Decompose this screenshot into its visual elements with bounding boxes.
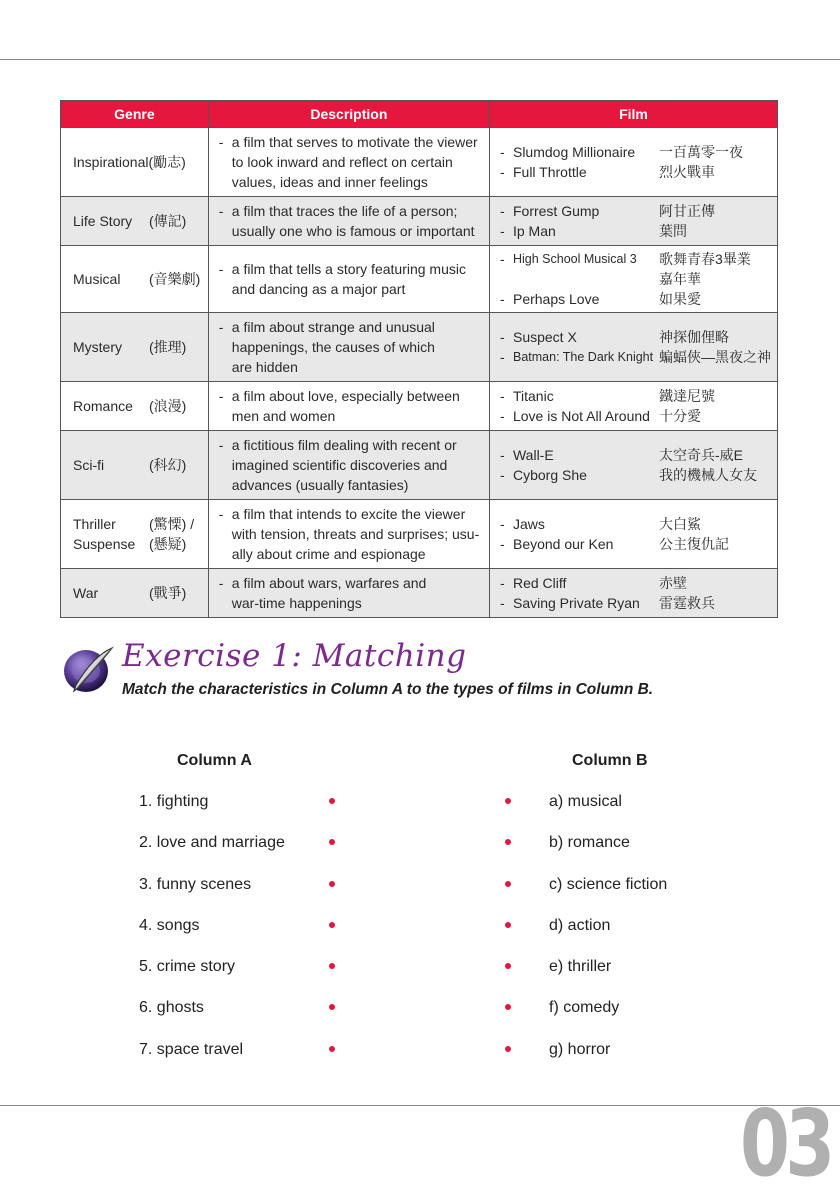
film-chinese-title: 一百萬零一夜 xyxy=(658,144,743,160)
film-cell: - Wall-E 太空奇兵-威E - Cyborg She 我的機械人女友 xyxy=(489,431,777,500)
film-cell: - Titanic 鐵達尼號 - Love is Not All Around 十分愛 xyxy=(489,382,777,431)
genre-name: Inspirational xyxy=(73,154,149,170)
genre-cell xyxy=(61,382,209,431)
film-title: Slumdog Millionaire xyxy=(512,144,636,160)
film-chinese-title: 蝙蝠俠—黑夜之神 xyxy=(658,349,771,365)
film-title: Love is Not All Around xyxy=(512,408,650,424)
column-b-match-dot[interactable] xyxy=(505,839,511,845)
film-chinese-title: 雷霆救兵 xyxy=(658,595,715,611)
genre-cell xyxy=(61,197,209,246)
column-b-item: g) horror xyxy=(549,1041,611,1058)
film-title: Red Cliff xyxy=(512,575,567,591)
table-row xyxy=(61,382,778,431)
table-row xyxy=(61,197,778,246)
film-cell: - Jaws 大白鯊 - Beyond our Ken 公主復仇記 xyxy=(489,500,777,569)
table-row xyxy=(61,569,778,618)
genre-chinese-secondary: (懸疑) xyxy=(149,536,187,552)
film-chinese-title: 鐵達尼號 xyxy=(658,388,715,404)
column-b-match-dot[interactable] xyxy=(505,963,511,969)
film-chinese-title: 公主復仇記 xyxy=(658,536,729,552)
description-line: ally about crime and espionage xyxy=(231,546,426,562)
column-b-item: f) comedy xyxy=(549,999,620,1016)
column-a-header: Column A xyxy=(177,752,252,769)
column-b-item: e) thriller xyxy=(549,958,612,975)
column-a-match-dot[interactable] xyxy=(329,881,335,887)
genre-cell xyxy=(61,313,209,382)
column-a-item: 5. crime story xyxy=(139,958,236,975)
table-row xyxy=(61,313,778,382)
description-line: with tension, threats and surprises; usu- xyxy=(231,526,480,542)
film-chinese-title: 我的機械人女友 xyxy=(658,467,757,483)
description-cell: - a film about wars, warfares and war-time happenings xyxy=(208,569,489,618)
exercise-instruction: Match the characteristics in Column A to the types of films in Column B. xyxy=(122,681,654,698)
genre-chinese: (推理) xyxy=(149,339,187,355)
genre-cell xyxy=(61,500,209,569)
genre-chinese: (科幻) xyxy=(149,457,187,473)
description-line: a film that intends to excite the viewer xyxy=(231,506,466,522)
column-a-match-dot[interactable] xyxy=(329,798,335,804)
film-cell: - High School Musical 3 歌舞青春3畢業 嘉年華 - Perhaps Love 如果愛 xyxy=(489,246,777,313)
bottom-rule xyxy=(0,1105,840,1106)
description-line: war-time happenings xyxy=(231,595,362,611)
film-chinese-title: 太空奇兵-威E xyxy=(658,447,743,463)
film-cell: - Suspect X 神探伽俚略 - Batman: The Dark Knight 蝙蝠俠—黑夜之神 xyxy=(489,313,777,382)
page-number: 03 xyxy=(740,1090,831,1197)
description-cell: - a film about strange and unusual happenings, the causes of which are hidden xyxy=(208,313,489,382)
column-b-match-dot[interactable] xyxy=(505,798,511,804)
film-title: Cyborg She xyxy=(512,467,587,483)
header-description: Description xyxy=(208,101,489,128)
film-chinese-title: 烈火戰車 xyxy=(658,164,715,180)
description-line: and dancing as a major part xyxy=(231,281,406,297)
description-cell: - a fictitious film dealing with recent or imagined scientific discoveries and advances (usually fantasies) xyxy=(208,431,489,500)
film-chinese-title: 葉問 xyxy=(658,223,687,239)
column-b-item: c) science fiction xyxy=(549,876,668,893)
genre-table xyxy=(60,100,778,618)
film-chinese-title: 神探伽俚略 xyxy=(658,329,729,345)
film-title: Forrest Gump xyxy=(512,203,600,219)
description-line: usually one who is famous or important xyxy=(231,223,475,239)
film-title: Perhaps Love xyxy=(512,291,600,307)
column-b-item: d) action xyxy=(549,917,611,934)
description-cell: - a film about love, especially between men and women xyxy=(208,382,489,431)
genre-name: Sci-fi xyxy=(73,457,105,473)
table-row xyxy=(61,500,778,569)
genre-chinese: (驚慄) / xyxy=(149,516,195,532)
top-rule xyxy=(0,59,840,60)
film-title: Titanic xyxy=(512,388,554,404)
description-line: a fictitious film dealing with recent or xyxy=(231,437,457,453)
genre-chinese: (音樂劇) xyxy=(149,271,201,287)
table-row xyxy=(61,246,778,313)
genre-name: Musical xyxy=(73,271,121,287)
column-b-item: b) romance xyxy=(549,834,630,851)
column-b-match-dot[interactable] xyxy=(505,1004,511,1010)
film-title: Suspect X xyxy=(512,329,577,345)
column-b-item: a) musical xyxy=(549,793,622,810)
film-cell: - Forrest Gump 阿甘正傳 - Ip Man 葉問 xyxy=(489,197,777,246)
description-line: a film about love, especially between xyxy=(231,388,460,404)
column-b-header: Column B xyxy=(572,752,648,769)
genre-cell xyxy=(61,431,209,500)
film-title: Full Throttle xyxy=(512,164,587,180)
column-b-match-dot[interactable] xyxy=(505,881,511,887)
film-cell: - Red Cliff 赤壁 - Saving Private Ryan 雷霆救兵 xyxy=(489,569,777,618)
column-a-match-dot[interactable] xyxy=(329,839,335,845)
description-line: a film that serves to motivate the viewer xyxy=(231,134,478,150)
film-chinese-title: 如果愛 xyxy=(658,291,701,307)
description-line: to look inward and reflect on certain xyxy=(231,154,453,170)
film-chinese-title: 歌舞青春3畢業 xyxy=(658,251,751,267)
genre-name: Thriller xyxy=(73,516,116,532)
description-cell: - a film that tells a story featuring music and dancing as a major part xyxy=(208,246,489,313)
description-line: imagined scientific discoveries and xyxy=(231,457,448,473)
genre-name-secondary: Suspense xyxy=(73,536,136,552)
description-line: values, ideas and inner feelings xyxy=(231,174,428,190)
table-row xyxy=(61,128,778,197)
description-cell: - a film that intends to excite the viewer with tension, threats and surprises; usu- ally about crime and espionage xyxy=(208,500,489,569)
header-film: Film xyxy=(489,101,777,128)
description-line: are hidden xyxy=(231,359,298,375)
column-a-item: 4. songs xyxy=(139,917,200,934)
column-a-match-dot[interactable] xyxy=(329,963,335,969)
column-a-item: 6. ghosts xyxy=(139,999,204,1016)
column-a-item: 7. space travel xyxy=(139,1041,244,1058)
quill-pen-icon xyxy=(62,645,114,700)
column-b-match-dot[interactable] xyxy=(505,1046,511,1052)
column-a-match-dot[interactable] xyxy=(329,1004,335,1010)
film-title: Batman: The Dark Knight xyxy=(512,350,654,364)
column-b-match-dot[interactable] xyxy=(505,922,511,928)
genre-cell xyxy=(61,128,209,197)
column-a-item: 2. love and marriage xyxy=(139,834,285,851)
description-line: a film about strange and unusual xyxy=(231,319,435,335)
film-chinese-title-continued: 嘉年華 xyxy=(658,271,701,287)
table-row xyxy=(61,431,778,500)
header-genre: Genre xyxy=(61,101,209,128)
description-line: a film that traces the life of a person; xyxy=(231,203,458,219)
film-title: Beyond our Ken xyxy=(512,536,614,552)
column-a-item: 1. fighting xyxy=(139,793,209,810)
genre-chinese: (勵志) xyxy=(148,154,186,170)
film-chinese-title: 大白鯊 xyxy=(658,516,701,532)
film-chinese-title: 十分愛 xyxy=(658,408,701,424)
film-title: High School Musical 3 xyxy=(512,252,637,266)
genre-chinese: (戰爭) xyxy=(149,585,187,601)
genre-name: War xyxy=(73,585,99,601)
description-cell: - a film that serves to motivate the viewer to look inward and reflect on certain values, ideas and inner feelings xyxy=(208,128,489,197)
film-title: Ip Man xyxy=(512,223,556,239)
genre-name: Romance xyxy=(73,398,133,414)
film-title: Jaws xyxy=(512,516,545,532)
film-chinese-title: 阿甘正傳 xyxy=(658,203,715,219)
description-line: a film that tells a story featuring music xyxy=(231,261,466,277)
genre-cell xyxy=(61,246,209,313)
film-title: Saving Private Ryan xyxy=(512,595,640,611)
description-line: happenings, the causes of which xyxy=(231,339,435,355)
genre-chinese: (浪漫) xyxy=(149,398,187,414)
description-line: advances (usually fantasies) xyxy=(231,477,409,493)
table-header-row xyxy=(61,101,778,128)
film-cell: - Slumdog Millionaire 一百萬零一夜 - Full Throttle 烈火戰車 xyxy=(489,128,777,197)
film-title: Wall-E xyxy=(512,447,554,463)
exercise-title: Exercise 1: Matching xyxy=(122,638,467,674)
description-line: men and women xyxy=(231,408,336,424)
description-cell: - a film that traces the life of a person; usually one who is famous or important xyxy=(208,197,489,246)
genre-cell xyxy=(61,569,209,618)
column-a-match-dot[interactable] xyxy=(329,922,335,928)
genre-chinese: (傳記) xyxy=(149,213,187,229)
genre-name: Mystery xyxy=(73,339,122,355)
genre-name: Life Story xyxy=(73,213,133,229)
description-line: a film about wars, warfares and xyxy=(231,575,427,591)
film-chinese-title: 赤壁 xyxy=(658,575,687,591)
column-a-item: 3. funny scenes xyxy=(139,876,252,893)
column-a-match-dot[interactable] xyxy=(329,1046,335,1052)
